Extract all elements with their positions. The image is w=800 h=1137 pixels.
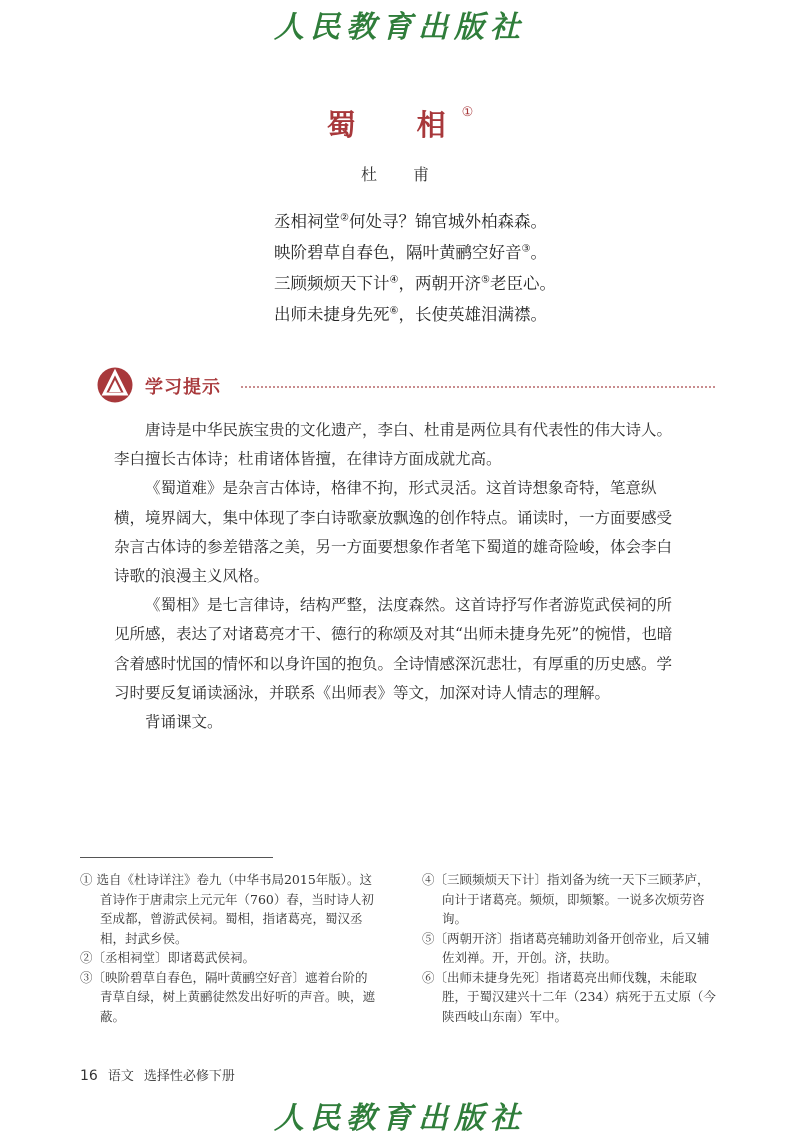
study-tips-divider xyxy=(241,386,715,388)
poem-line-2-text: 映阶碧草自春色，隔叶黄鹂空好音 xyxy=(274,243,522,262)
poem-line-2 xyxy=(274,237,694,268)
footnotes-left-column xyxy=(80,870,375,1026)
footer-subject: 语文 xyxy=(107,1069,134,1084)
poem-line-3-text-mid: ，两朝开济 xyxy=(398,274,481,293)
footnote-5: ⑤〔两朝开济〕指诸葛亮辅助刘备开创帝业，后又辅佐刘禅。开，开创。济，扶助。 xyxy=(422,930,710,965)
footnote-2: ②〔丞相祠堂〕即诸葛武侯祠。 xyxy=(80,950,256,965)
poem-title xyxy=(0,103,800,144)
poem-line-4-text: 出师未捷身先死 xyxy=(274,305,390,324)
footnote-1: ① 选自《杜诗详注》卷九（中华书局2015年版）。这首诗作于唐肃宗上元元年（760）春，当时诗人初至成都，曾游武侯祠。蜀相，指诸葛亮，蜀汉丞相，封武乡侯。 xyxy=(80,872,374,946)
poem-line-1 xyxy=(274,206,694,237)
footnotes-right-column xyxy=(422,870,717,1026)
poem-line-1-text-end: 何处寻？锦官城外柏森森。 xyxy=(348,212,547,231)
poem-line-4 xyxy=(274,299,694,330)
footnote-rule xyxy=(80,857,273,858)
footnote-ref-5: ⑤ xyxy=(480,274,490,286)
poem-line-1-text: 丞相祠堂 xyxy=(274,212,340,231)
footnote-ref-6: ⑥ xyxy=(389,305,399,317)
tips-paragraph-2: 《蜀道难》是杂言古体诗，格律不拘，形式灵活。这首诗想象奇特，笔意纵横，境界阔大，集中体现了李白诗歌豪放飘逸的创作特点。诵读时，一方面要感受杂言古体诗的参差错落之美，另一方面要想象作者笔下蜀道的雄奇险峻，体会李白诗歌的浪漫主义风格。 xyxy=(114,479,673,586)
poem-author: 杜 甫 xyxy=(360,165,439,184)
poem-line-2-text-end: 。 xyxy=(530,243,547,262)
footnote-6: ⑥〔出师未捷身先死〕指诸葛亮出师伐魏，未能取胜，于蜀汉建兴十二年（234）病死于五丈原（今陕西岐山东南）军中。 xyxy=(422,969,716,1024)
tips-paragraph-1: 唐诗是中华民族宝贵的文化遗产，李白、杜甫是两位具有代表性的伟大诗人。李白擅长古体诗；杜甫诸体皆擅，在律诗方面成就尤高。 xyxy=(114,421,673,469)
poem-body xyxy=(274,206,694,330)
footnote-3: ③〔映阶碧草自春色，隔叶黄鹂空好音〕遮着台阶的青草自绿，树上黄鹂徒然发出好听的声音。映，遮蔽。 xyxy=(80,969,376,1024)
footer-book: 选择性必修下册 xyxy=(143,1069,235,1084)
footnote-ref-4: ④ xyxy=(389,274,399,286)
footnote-ref-2: ② xyxy=(340,212,349,224)
footnote-4: ④〔三顾频烦天下计〕指刘备为统一天下三顾茅庐，向计于诸葛亮。频烦，即频繁。一说多次烦劳咨询。 xyxy=(422,872,710,926)
poem-line-3-text-end: 老臣心。 xyxy=(489,274,556,293)
study-tips-icon xyxy=(95,366,135,404)
poem-title-note: ① xyxy=(461,105,474,120)
publisher-logo-top: 人民教育出版社 xyxy=(274,10,526,45)
footnote-ref-3: ③ xyxy=(521,243,531,255)
study-tips-title: 学习提示 xyxy=(145,377,221,398)
poem-line-3-text: 三顾频烦天下计 xyxy=(274,274,390,293)
tips-paragraph-4: 背诵课文。 xyxy=(145,713,223,732)
page-number: 16 xyxy=(80,1068,98,1084)
study-tips-body xyxy=(114,416,686,737)
publisher-logo-bottom: 人民教育出版社 xyxy=(274,1101,526,1136)
poem-title-text: 蜀 相 xyxy=(326,108,462,142)
study-tips-header xyxy=(95,366,715,404)
poem-line-4-text-end: ，长使英雄泪满襟。 xyxy=(398,305,547,324)
poem-line-3 xyxy=(274,268,694,299)
tips-paragraph-3: 《蜀相》是七言律诗，结构严整，法度森然。这首诗抒写作者游览武侯祠的所见所感，表达了对诸葛亮才干、德行的称颂及对其“出师未捷身先死”的惋惜，也暗含着感时忧国的情怀和以身许国的抱负。全诗情感深沉悲壮，有厚重的历史感。学习时要反复诵读涵泳，并联系《出师表》等文，加深对诗人情志的理解。 xyxy=(114,596,673,702)
page-footer xyxy=(80,1065,235,1084)
